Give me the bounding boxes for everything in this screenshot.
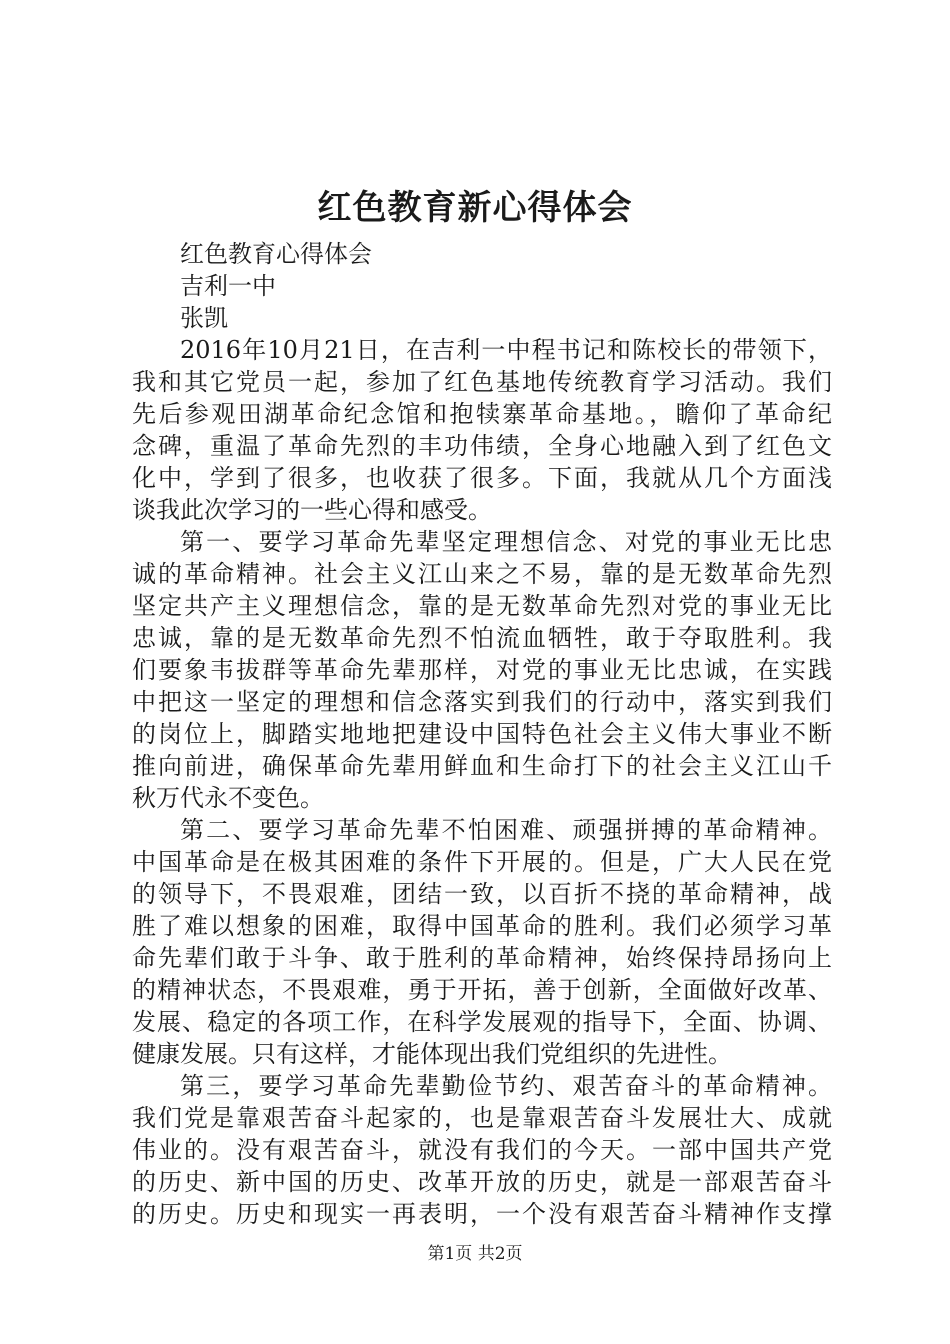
paragraph-line: 第一、要学习革命先辈坚定理想信念、对党的事业无比忠: [180, 528, 832, 556]
header-line: 红色教育心得体会: [180, 240, 372, 268]
paragraph-line: 的岗位上，脚踏实地地把建设中国特色社会主义伟大事业不断: [132, 720, 832, 748]
paragraph-line: 的历史。历史和现实一再表明，一个没有艰苦奋斗精神作支撑: [132, 1200, 832, 1228]
paragraph-line: 伟业的。没有艰苦奋斗，就没有我们的今天。一部中国共产党: [132, 1136, 832, 1164]
header-line: 吉利一中: [180, 272, 276, 300]
paragraph-line: 的领导下，不畏艰难，团结一致，以百折不挠的革命精神，战: [132, 880, 832, 908]
page-number-footer: 第1页 共2页: [427, 1244, 523, 1264]
paragraph-line: 先后参观田湖革命纪念馆和抱犊寨革命基地。，瞻仰了革命纪: [132, 400, 832, 428]
paragraph-line: 我和其它党员一起，参加了红色基地传统教育学习活动。我们: [132, 368, 832, 396]
paragraph-line: 忠诚，靠的是无数革命先烈不怕流血牺牲，敢于夺取胜利。我: [132, 624, 832, 652]
paragraph-line: 诚的革命精神。社会主义江山来之不易，靠的是无数革命先烈: [132, 560, 832, 588]
paragraph-line: 我们党是靠艰苦奋斗起家的，也是靠艰苦奋斗发展壮大、成就: [132, 1104, 832, 1132]
paragraph-line: 们要象韦拔群等革命先辈那样，对党的事业无比忠诚，在实践: [132, 656, 832, 684]
paragraph-line: 坚定共产主义理想信念，靠的是无数革命先烈对党的事业无比: [132, 592, 832, 620]
header-line: 张凯: [180, 304, 228, 332]
paragraph-line: 秋万代永不变色。: [132, 784, 324, 812]
paragraph-line: 健康发展。只有这样，才能体现出我们党组织的先进性。: [132, 1040, 732, 1068]
paragraph-line: 的历史、新中国的历史、改革开放的历史，就是一部艰苦奋斗: [132, 1168, 832, 1196]
document-title: 红色教育新心得体会: [317, 188, 633, 228]
paragraph-line: 谈我此次学习的一些心得和感受。: [132, 496, 492, 524]
paragraph-line: 化中，学到了很多，也收获了很多。下面，我就从几个方面浅: [132, 464, 832, 492]
document-body: [132, 238, 832, 1230]
paragraph-line: 中把这一坚定的理想和信念落实到我们的行动中，落实到我们: [132, 688, 832, 716]
paragraph-line: 念碑，重温了革命先烈的丰功伟绩，全身心地融入到了红色文: [132, 432, 832, 460]
paragraph-line: 推向前进，确保革命先辈用鲜血和生命打下的社会主义江山千: [132, 752, 832, 780]
paragraph-line: 第三，要学习革命先辈勤俭节约、艰苦奋斗的革命精神。: [180, 1072, 832, 1100]
paragraph-line: 胜了难以想象的困难，取得中国革命的胜利。我们必须学习革: [132, 912, 832, 940]
paragraph-line: 发展、稳定的各项工作，在科学发展观的指导下，全面、协调、: [132, 1008, 832, 1036]
paragraph-line: 第二、要学习革命先辈不怕困难、顽强拼搏的革命精神。: [180, 816, 832, 844]
paragraph-line: 2016年10月21日，在吉利一中程书记和陈校长的带领下，: [180, 336, 832, 364]
paragraph-line: 命先辈们敢于斗争、敢于胜利的革命精神，始终保持昂扬向上: [132, 944, 832, 972]
paragraph-line: 中国革命是在极其困难的条件下开展的。但是，广大人民在党: [132, 848, 832, 876]
paragraph-line: 的精神状态，不畏艰难，勇于开拓，善于创新，全面做好改革、: [132, 976, 832, 1004]
